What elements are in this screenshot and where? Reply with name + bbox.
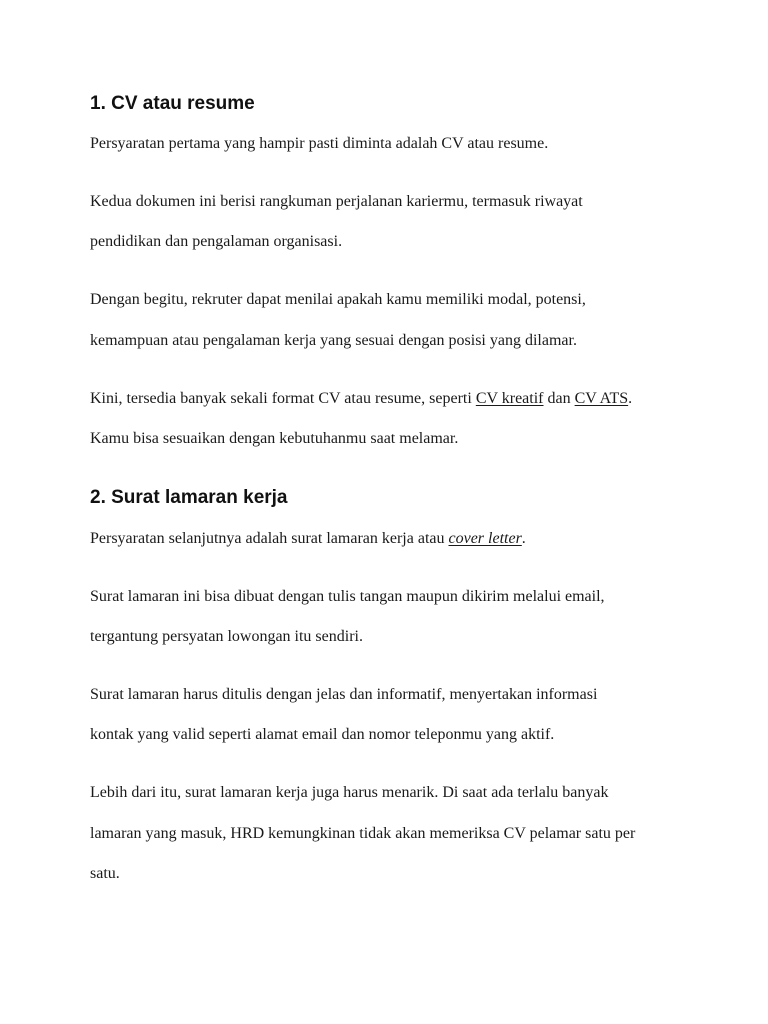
- paragraph-line: kemampuan atau pengalaman kerja yang sesuai dengan posisi yang dilamar.: [90, 332, 577, 349]
- cover-letter-link[interactable]: cover letter: [448, 530, 522, 547]
- paragraph-line: Dengan begitu, rekruter dapat menilai apakah kamu memiliki modal, potensi,: [90, 291, 586, 308]
- paragraph-line: pendidikan dan pengalaman organisasi.: [90, 233, 343, 250]
- paragraph-line: Kedua dokumen ini berisi rangkuman perjalanan kariermu, termasuk riwayat: [90, 193, 583, 210]
- text-segment: Kini, tersedia banyak sekali format CV atau resume, seperti: [90, 390, 476, 407]
- paragraph-line: satu.: [90, 865, 120, 882]
- paragraph-line: kontak yang valid seperti alamat email dan nomor teleponmu yang aktif.: [90, 726, 555, 743]
- paragraph-line: Lebih dari itu, surat lamaran kerja juga harus menarik. Di saat ada terlalu banyak: [90, 784, 609, 801]
- cv-kreatif-link[interactable]: CV kreatif: [475, 390, 544, 407]
- paragraph-line-with-links: [90, 389, 632, 409]
- paragraph-line: Kamu bisa sesuaikan dengan kebutuhanmu saat melamar.: [90, 430, 459, 447]
- paragraph-line-with-link: [90, 529, 526, 549]
- paragraph-line: Surat lamaran ini bisa dibuat dengan tulis tangan maupun dikirim melalui email,: [90, 588, 605, 605]
- paragraph-line: Persyaratan pertama yang hampir pasti diminta adalah CV atau resume.: [90, 135, 549, 152]
- paragraph-line: lamaran yang masuk, HRD kemungkinan tidak akan memeriksa CV pelamar satu per: [90, 825, 636, 842]
- paragraph-line: Surat lamaran harus ditulis dengan jelas dan informatif, menyertakan informasi: [90, 686, 598, 703]
- text-segment: dan: [543, 390, 575, 407]
- paragraph-line: tergantung persyatan lowongan itu sendiri.: [90, 628, 363, 645]
- text-segment: Persyaratan selanjutnya adalah surat lamaran kerja atau: [90, 530, 449, 547]
- text-segment: .: [628, 390, 633, 407]
- cv-ats-link[interactable]: CV ATS: [574, 390, 629, 407]
- section-heading-cv: 1. CV atau resume: [90, 93, 255, 114]
- text-segment: .: [521, 530, 526, 547]
- section-heading-surat-lamaran: 2. Surat lamaran kerja: [90, 487, 288, 508]
